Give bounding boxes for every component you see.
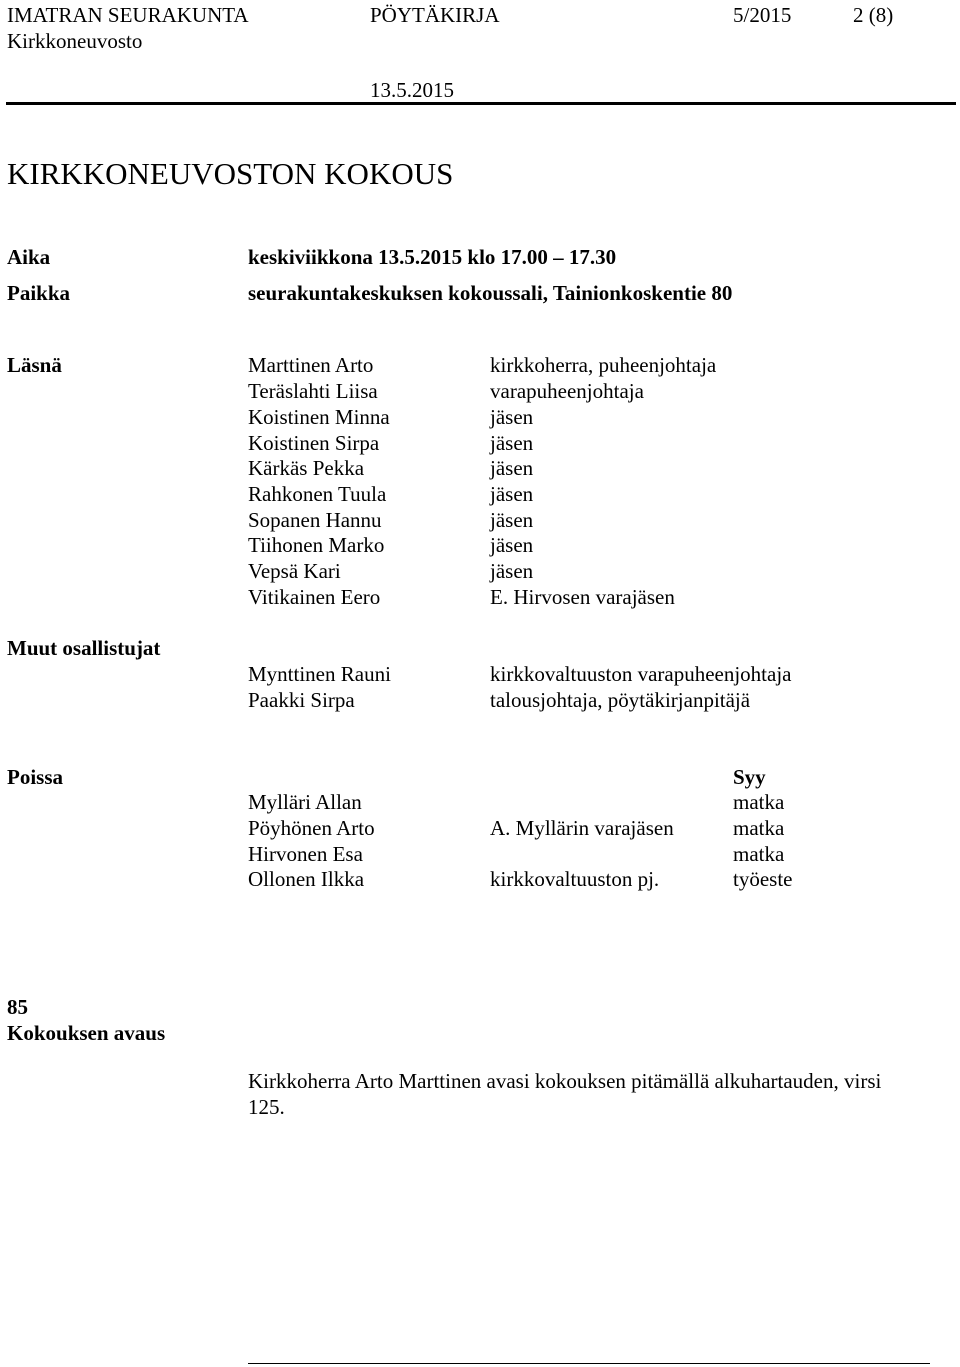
page-title: KIRKKONEUVOSTON KOKOUS bbox=[7, 156, 454, 191]
aika-value: keskiviikkona 13.5.2015 klo 17.00 – 17.30 bbox=[248, 245, 617, 269]
header-doc-type: PÖYTÄKIRJA bbox=[370, 3, 500, 27]
present-role: varapuheenjohtaja bbox=[490, 379, 644, 403]
absent-name: Ollonen Ilkka bbox=[248, 867, 365, 891]
present-name: Vepsä Kari bbox=[248, 559, 341, 583]
present-role: jäsen bbox=[490, 533, 534, 557]
present-name: Marttinen Arto bbox=[248, 353, 374, 377]
others-label: Muut osallistujat bbox=[7, 636, 161, 660]
present-name: Rahkonen Tuula bbox=[248, 482, 387, 506]
header-body: Kirkkoneuvosto bbox=[7, 29, 143, 53]
absent-reason-header: Syy bbox=[733, 765, 766, 789]
header-org: IMATRAN SEURAKUNTA bbox=[7, 3, 249, 27]
present-role: jäsen bbox=[490, 559, 534, 583]
absent-reason: matka bbox=[733, 842, 785, 866]
present-name: Vitikainen Eero bbox=[248, 585, 381, 609]
present-role: jäsen bbox=[490, 508, 534, 532]
section-title: Kokouksen avaus bbox=[7, 1021, 166, 1045]
absent-reason: matka bbox=[733, 816, 785, 840]
present-name: Sopanen Hannu bbox=[248, 508, 382, 532]
header-number: 5/2015 bbox=[733, 3, 792, 27]
paikka-label: Paikka bbox=[7, 281, 71, 305]
absent-name: Hirvonen Esa bbox=[248, 842, 363, 866]
header-rule bbox=[6, 102, 956, 105]
paikka-value: seurakuntakeskuksen kokoussali, Tainionkoskentie 80 bbox=[248, 281, 733, 305]
present-name: Tiihonen Marko bbox=[248, 533, 385, 557]
present-label: Läsnä bbox=[7, 353, 62, 377]
others-role: talousjohtaja, pöytäkirjanpitäjä bbox=[490, 688, 751, 712]
absent-label: Poissa bbox=[7, 765, 64, 789]
absent-reason: matka bbox=[733, 790, 785, 814]
present-name: Kärkäs Pekka bbox=[248, 456, 365, 480]
absent-reason: työeste bbox=[733, 867, 793, 891]
others-role: kirkkovaltuuston varapuheenjohtaja bbox=[490, 662, 792, 686]
section-number: 85 bbox=[7, 995, 28, 1019]
present-role: jäsen bbox=[490, 431, 534, 455]
others-name: Paakki Sirpa bbox=[248, 688, 355, 712]
header-date: 13.5.2015 bbox=[370, 78, 454, 102]
present-role: jäsen bbox=[490, 456, 534, 480]
present-role: jäsen bbox=[490, 482, 534, 506]
section-text-line2: 125. bbox=[248, 1095, 285, 1119]
absent-note: A. Myllärin varajäsen bbox=[490, 816, 674, 840]
present-role: jäsen bbox=[490, 405, 534, 429]
absent-note: kirkkovaltuuston pj. bbox=[490, 867, 660, 891]
absent-name: Mylläri Allan bbox=[248, 790, 362, 814]
absent-name: Pöyhönen Arto bbox=[248, 816, 375, 840]
present-name: Koistinen Minna bbox=[248, 405, 390, 429]
present-role: kirkkoherra, puheenjohtaja bbox=[490, 353, 717, 377]
present-role: E. Hirvosen varajäsen bbox=[490, 585, 675, 609]
present-name: Koistinen Sirpa bbox=[248, 431, 380, 455]
signature-line bbox=[248, 1363, 930, 1364]
section-text-line1: Kirkkoherra Arto Marttinen avasi kokouksen pitämällä alkuhartauden, virsi bbox=[248, 1069, 882, 1093]
present-name: Teräslahti Liisa bbox=[248, 379, 378, 403]
aika-label: Aika bbox=[7, 245, 51, 269]
others-name: Mynttinen Rauni bbox=[248, 662, 391, 686]
header-page: 2 (8) bbox=[853, 3, 894, 27]
